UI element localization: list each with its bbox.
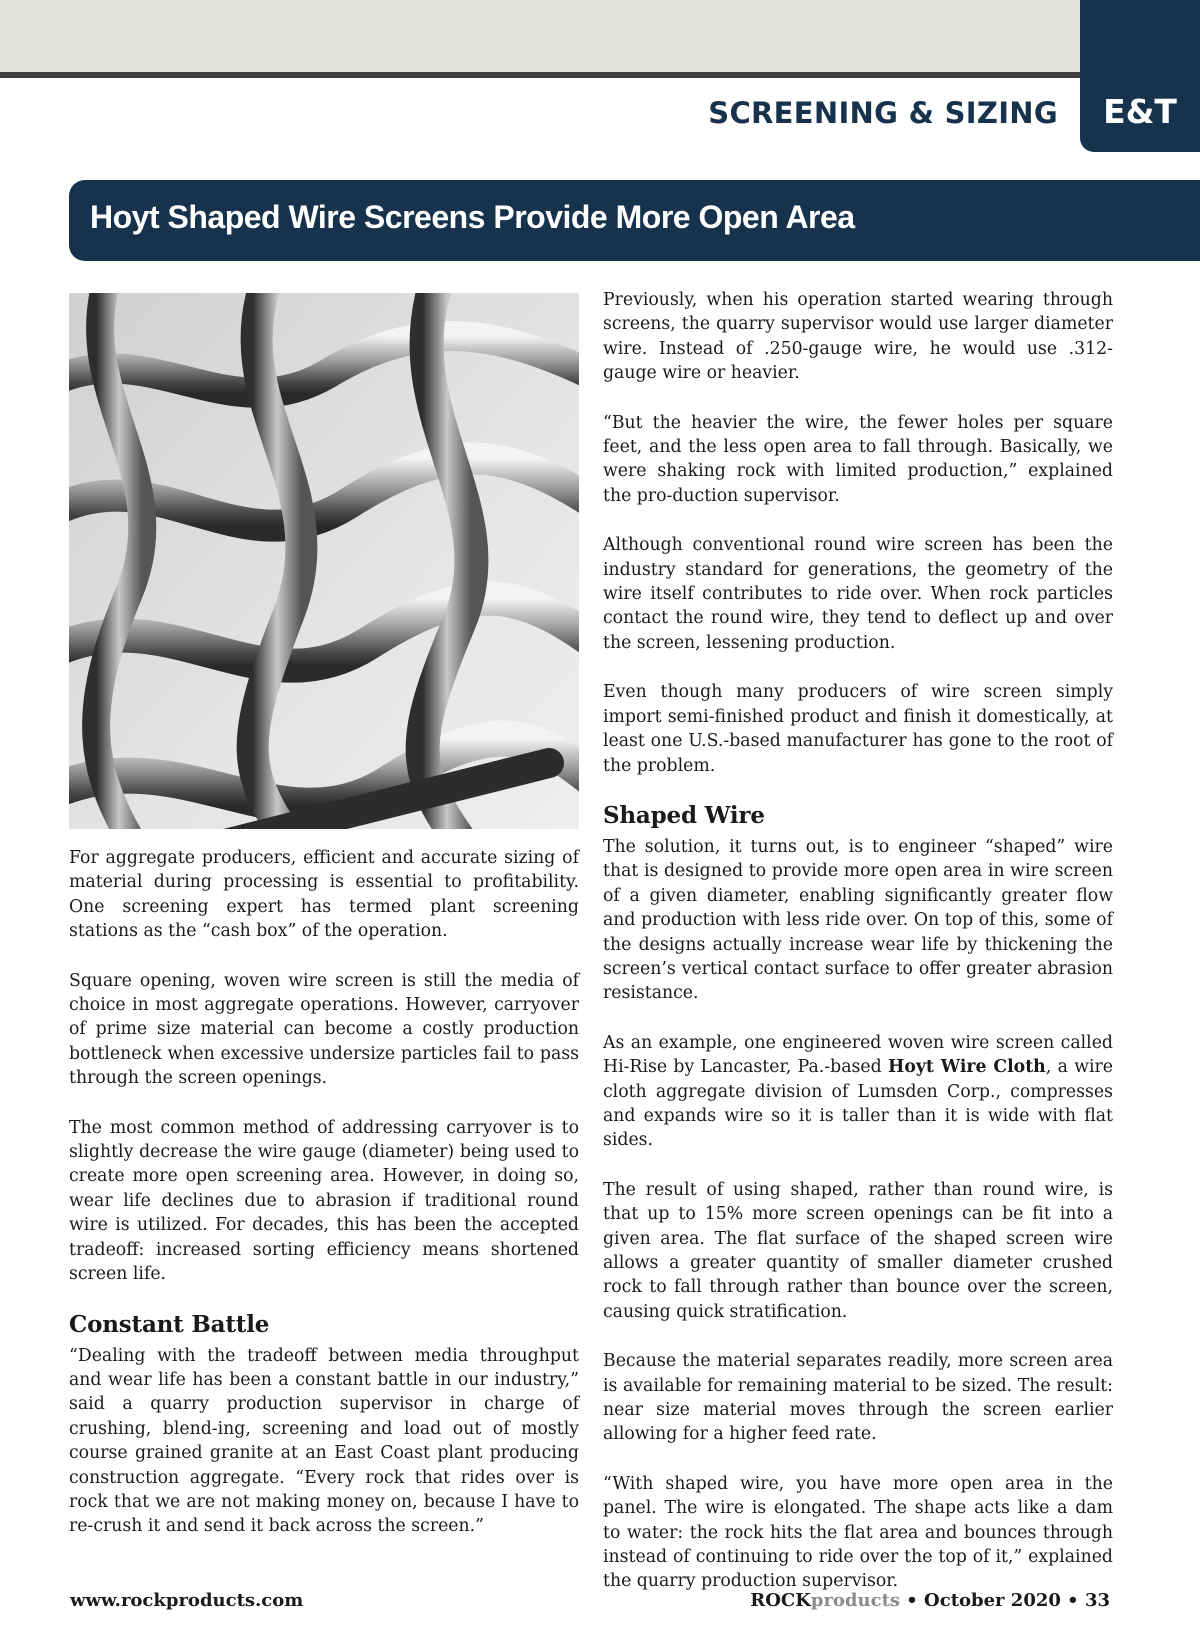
article-title: Hoyt Shaped Wire Screens Provide More Open Area	[90, 199, 855, 235]
paragraph: “But the heavier the wire, the fewer holes per square feet, and the less open area to fall through. Basically, we were shaking rock with limited production,” explained the pro-duction supervisor.	[603, 412, 1113, 506]
subheading-shaped-wire: Shaped Wire	[603, 801, 765, 829]
header-band	[0, 0, 1080, 72]
paragraph: Because the material separates readily, more screen area is available for remaining material to be sized. The result: near size material moves through the screen earlier allowing for a higher feed rate.	[603, 1351, 1113, 1445]
article-title-bar	[69, 180, 1200, 261]
woven-wire-screen-photo	[69, 293, 579, 829]
text-run: As an example, one engineered woven wire screen called Hi-Rise by Lancaster, Pa.-based	[603, 1032, 1113, 1078]
paragraph: Previously, when his operation started wearing through screens, the quarry supervisor would use larger diameter wire. Instead of .250-gauge wire, he would use .312-gauge wire or heavier.	[603, 290, 1113, 384]
header-rule	[0, 72, 1080, 78]
paragraph: The most common method of addressing carryover is to slightly decrease the wire gauge (diameter) being used to create more open screening area. However, in doing so, wear life declines due to abrasion if traditional round wire is utilized. For decades, this has been the accepted tradeoff: increased sorting efficiency means shortened screen life.	[69, 1117, 579, 1285]
paragraph-hoyt	[603, 1031, 1113, 1153]
paragraph: Although conventional round wire screen has been the industry standard for generations, the geometry of the wire itself contributes to ride over. When rock particles contact the round wire, they tend to deflect up and over the screen, lessening production.	[603, 535, 1113, 653]
paragraph: Even though many producers of wire screen simply import semi-finished product and finish it domestically, at least one U.S.-based manufacturer has gone to the root of the problem.	[603, 682, 1113, 776]
subheading-constant-battle: Constant Battle	[69, 1310, 270, 1338]
section-tab-label: E&T	[1103, 92, 1177, 131]
section-label: SCREENING & SIZING	[708, 96, 1058, 130]
footer-url[interactable]: www.rockproducts.com	[70, 1590, 304, 1611]
paragraph: “Dealing with the tradeoff between media throughput and wear life has been a constant battle in our industry,” said a quarry production supervisor in charge of crushing, blend-ing, screening and load out of mostly course grained granite at an East Coast plant producing construction aggregate. “Every rock that rides over is rock that we are not making money on, because I have to re-crush it and send it back across the screen.”	[69, 1345, 579, 1537]
paragraph: For aggregate producers, efficient and accurate sizing of material during processing is essential to profitability. One screening expert has termed plant screening stations as the “cash box” of the operation.	[69, 848, 579, 942]
issue-and-page: • October 2020 • 33	[900, 1590, 1110, 1611]
company-name: Hoyt Wire Cloth	[888, 1057, 1046, 1078]
footer-folio	[750, 1590, 1110, 1611]
magazine-name-rock: ROCK	[750, 1590, 811, 1611]
text-run: , a wire cloth aggregate division of Lumsden Corp., compresses and expands wire so it is taller than it is wide with flat sides.	[603, 1057, 1114, 1151]
magazine-name-products: products	[810, 1590, 901, 1611]
paragraph: The solution, it turns out, is to engineer “shaped” wire that is designed to provide more open area in wire screen of a given diameter, enabling significantly greater flow and production with less ride over. On top of this, some of the designs actually increase wear life by thickening the screen’s vertical contact surface to offer greater abrasion resistance.	[603, 836, 1113, 1004]
paragraph: Square opening, woven wire screen is still the media of choice in most aggregate operations. However, carryover of prime size material can become a costly production bottleneck when excessive undersize particles fail to pass through the screen openings.	[69, 970, 579, 1089]
paragraph: The result of using shaped, rather than round wire, is that up to 15% more screen openings can be fit into a given area. The flat surface of the shaped screen wire allows a greater quantity of smaller diameter crushed rock to fall through rather than bounce over the screen, causing quick stratification.	[603, 1179, 1113, 1322]
paragraph: “With shaped wire, you have more open area in the panel. The wire is elongated. The shape acts like a dam to water: the rock hits the flat area and bounces through instead of continuing to ride over the top of it,” explained the quarry production supervisor.	[603, 1473, 1113, 1592]
wire-mesh-illustration	[69, 293, 579, 829]
right-column	[603, 288, 1113, 1619]
left-column	[69, 846, 579, 1564]
